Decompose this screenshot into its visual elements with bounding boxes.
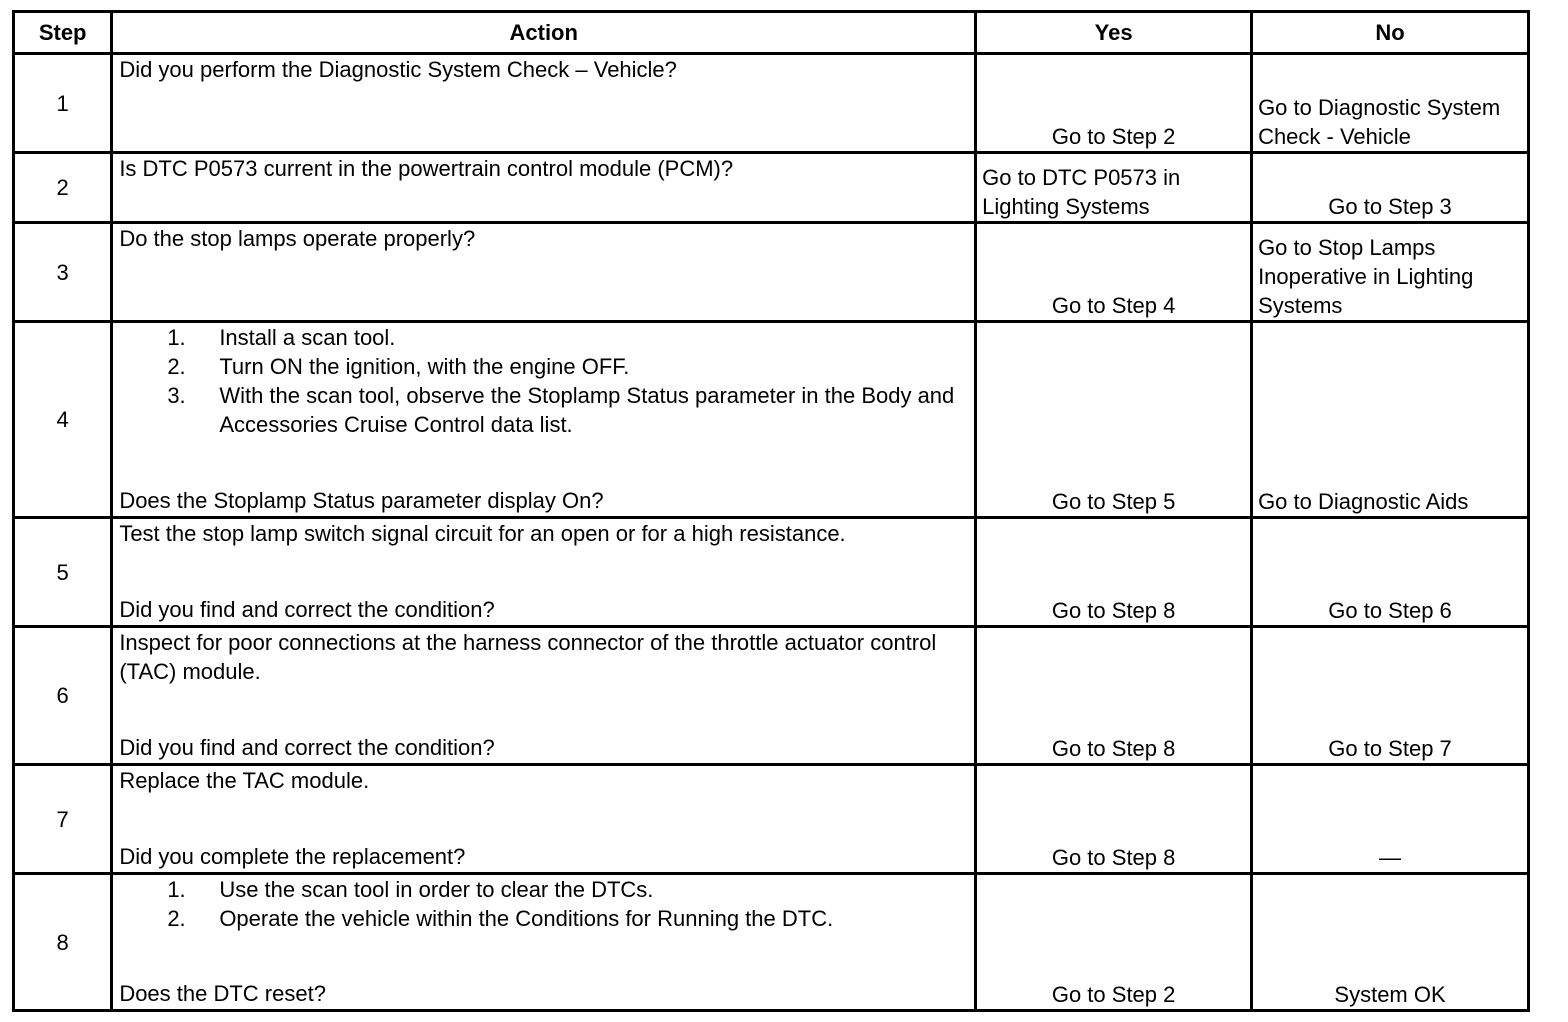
step-number: 6 [14,627,112,765]
action-body [119,224,968,253]
action-text: Do the stop lamps operate properly? [119,226,476,251]
procedure-item [167,875,968,904]
action-body [119,766,968,795]
procedure-item-number: 1. [167,877,186,902]
action-body [119,154,968,183]
action-body [119,628,968,686]
action-question: Did you find and correct the condition? [119,597,495,622]
action-text: Inspect for poor connections at the harness connector of the throttle actuator control (TAC) module. [119,630,937,684]
action-cell [112,223,976,322]
procedure-item-number: 3. [167,383,186,408]
no-action: Go to Diagnostic System Check - Vehicle [1252,54,1529,153]
table-row [14,627,1529,765]
procedure-list [119,323,968,439]
action-question: Does the Stoplamp Status parameter display On? [119,488,604,513]
yes-action: Go to Step 2 [976,54,1252,153]
yes-action: Go to Step 4 [976,223,1252,322]
action-cell [112,54,976,153]
procedure-item [167,323,968,352]
step-number: 2 [14,153,112,223]
table-row [14,322,1529,518]
yes-action: Go to Step 8 [976,765,1252,874]
procedure-item-text: Use the scan tool in order to clear the DTCs. [219,877,654,902]
no-action: Go to Diagnostic Aids [1252,322,1529,518]
procedure-item-text: With the scan tool, observe the Stoplamp Status parameter in the Body and Accessories Cruise Control data list. [219,383,955,437]
no-action: System OK [1252,874,1529,1011]
yes-action: Go to Step 8 [976,627,1252,765]
action-cell [112,153,976,223]
step-number: 7 [14,765,112,874]
no-action: Go to Stop Lamps Inoperative in Lighting Systems [1252,223,1529,322]
yes-action: Go to Step 5 [976,322,1252,518]
no-action: Go to Step 3 [1252,153,1529,223]
step-number: 5 [14,518,112,627]
yes-action: Go to Step 8 [976,518,1252,627]
step-number: 3 [14,223,112,322]
yes-action: Go to DTC P0573 in Lighting Systems [976,153,1252,223]
step-number: 1 [14,54,112,153]
no-action: Go to Step 7 [1252,627,1529,765]
procedure-list [119,875,968,933]
table-row [14,874,1529,1011]
no-action: Go to Step 6 [1252,518,1529,627]
action-cell [112,518,976,627]
procedure-item [167,904,968,933]
header-action: Action [112,12,976,54]
header-row [14,12,1529,54]
procedure-item-text: Turn ON the ignition, with the engine OFF. [219,354,630,379]
header-step: Step [14,12,112,54]
action-cell [112,322,976,518]
procedure-item-number: 1. [167,325,186,350]
procedure-item-number: 2. [167,354,186,379]
yes-action: Go to Step 2 [976,874,1252,1011]
diagnostic-table [12,10,1530,1012]
procedure-item-number: 2. [167,906,186,931]
action-question: Did you find and correct the condition? [119,735,495,760]
action-cell [112,627,976,765]
action-body [119,875,968,933]
action-text: Did you perform the Diagnostic System Check – Vehicle? [119,57,677,82]
action-text: Is DTC P0573 current in the powertrain control module (PCM)? [119,156,734,181]
action-cell [112,874,976,1011]
action-question: Did you complete the replacement? [119,844,466,869]
action-cell [112,765,976,874]
action-question: Does the DTC reset? [119,981,326,1006]
action-text: Test the stop lamp switch signal circuit for an open or for a high resistance. [119,521,846,546]
table-row [14,765,1529,874]
header-yes: Yes [976,12,1252,54]
procedure-item-text: Operate the vehicle within the Conditions for Running the DTC. [219,906,834,931]
procedure-item [167,381,968,439]
step-number: 8 [14,874,112,1011]
procedure-item [167,352,968,381]
table-row [14,223,1529,322]
table-row [14,153,1529,223]
no-action: — [1252,765,1529,874]
action-text: Replace the TAC module. [119,768,370,793]
procedure-item-text: Install a scan tool. [219,325,396,350]
table-row [14,518,1529,627]
step-number: 4 [14,322,112,518]
header-no: No [1252,12,1529,54]
action-body [119,519,968,548]
action-body [119,323,968,439]
action-body [119,55,968,84]
table-row [14,54,1529,153]
